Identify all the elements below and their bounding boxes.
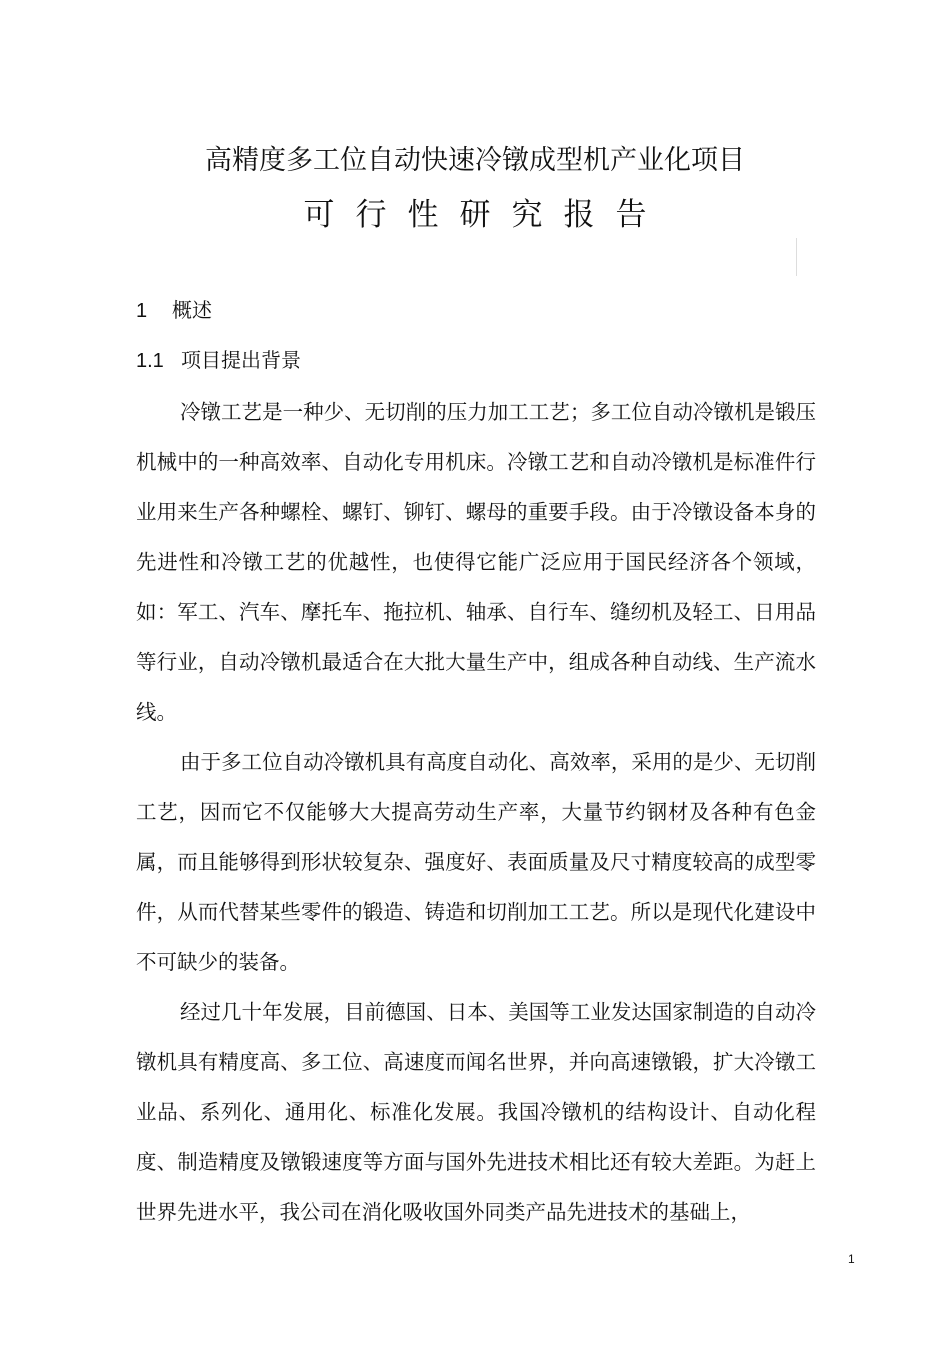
document-title: 高精度多工位自动快速冷镦成型机产业化项目 [205, 145, 745, 176]
body-paragraph: 由于多工位自动冷镦机具有高度自动化、高效率，采用的是少、无切削工艺，因而它不仅能够大大提高劳动生产率，大量节约钢材及各种有色金属，而且能够得到形状较复杂、强度好、表面质量及尺寸精度较高的成型零件，从而代替某些零件的锻造、铸造和切削加工工艺。所以是现代化建设中不可缺少的装备。 [136, 750, 816, 974]
subsection-number: 1.1 [136, 350, 164, 372]
margin-rule [796, 238, 797, 276]
document-subtitle: 可行性研究报告 [303, 197, 668, 233]
body-paragraph: 经过几十年发展，目前德国、日本、美国等工业发达国家制造的自动冷镦机具有精度高、多工位、高速度而闻名世界，并向高速镦锻，扩大冷镦工业品、系列化、通用化、标准化发展。我国冷镦机的结构设计、自动化程度、制造精度及镦锻速度等方面与国外先进技术相比还有较大差距。为赶上世界先进水平，我公司在消化吸收国外同类产品先进技术的基础上， [136, 1000, 816, 1224]
section-title: 概述 [172, 298, 212, 322]
section-number: 1 [136, 300, 148, 322]
page-number: 1 [848, 1252, 855, 1266]
section-heading [136, 296, 212, 325]
subsection-heading [136, 346, 301, 375]
subsection-title: 项目提出背景 [181, 348, 301, 372]
body-paragraph: 冷镦工艺是一种少、无切削的压力加工工艺；多工位自动冷镦机是锻压机械中的一种高效率、自动化专用机床。冷镦工艺和自动冷镦机是标准件行业用来生产各种螺栓、螺钉、铆钉、螺母的重要手段。由于冷镦设备本身的先进性和冷镦工艺的优越性，也使得它能广泛应用于国民经济各个领域，如：军工、汽车、摩托车、拖拉机、轴承、自行车、缝纫机及轻工、日用品等行业，自动冷镦机最适合在大批大量生产中，组成各种自动线、生产流水线。 [136, 400, 816, 724]
